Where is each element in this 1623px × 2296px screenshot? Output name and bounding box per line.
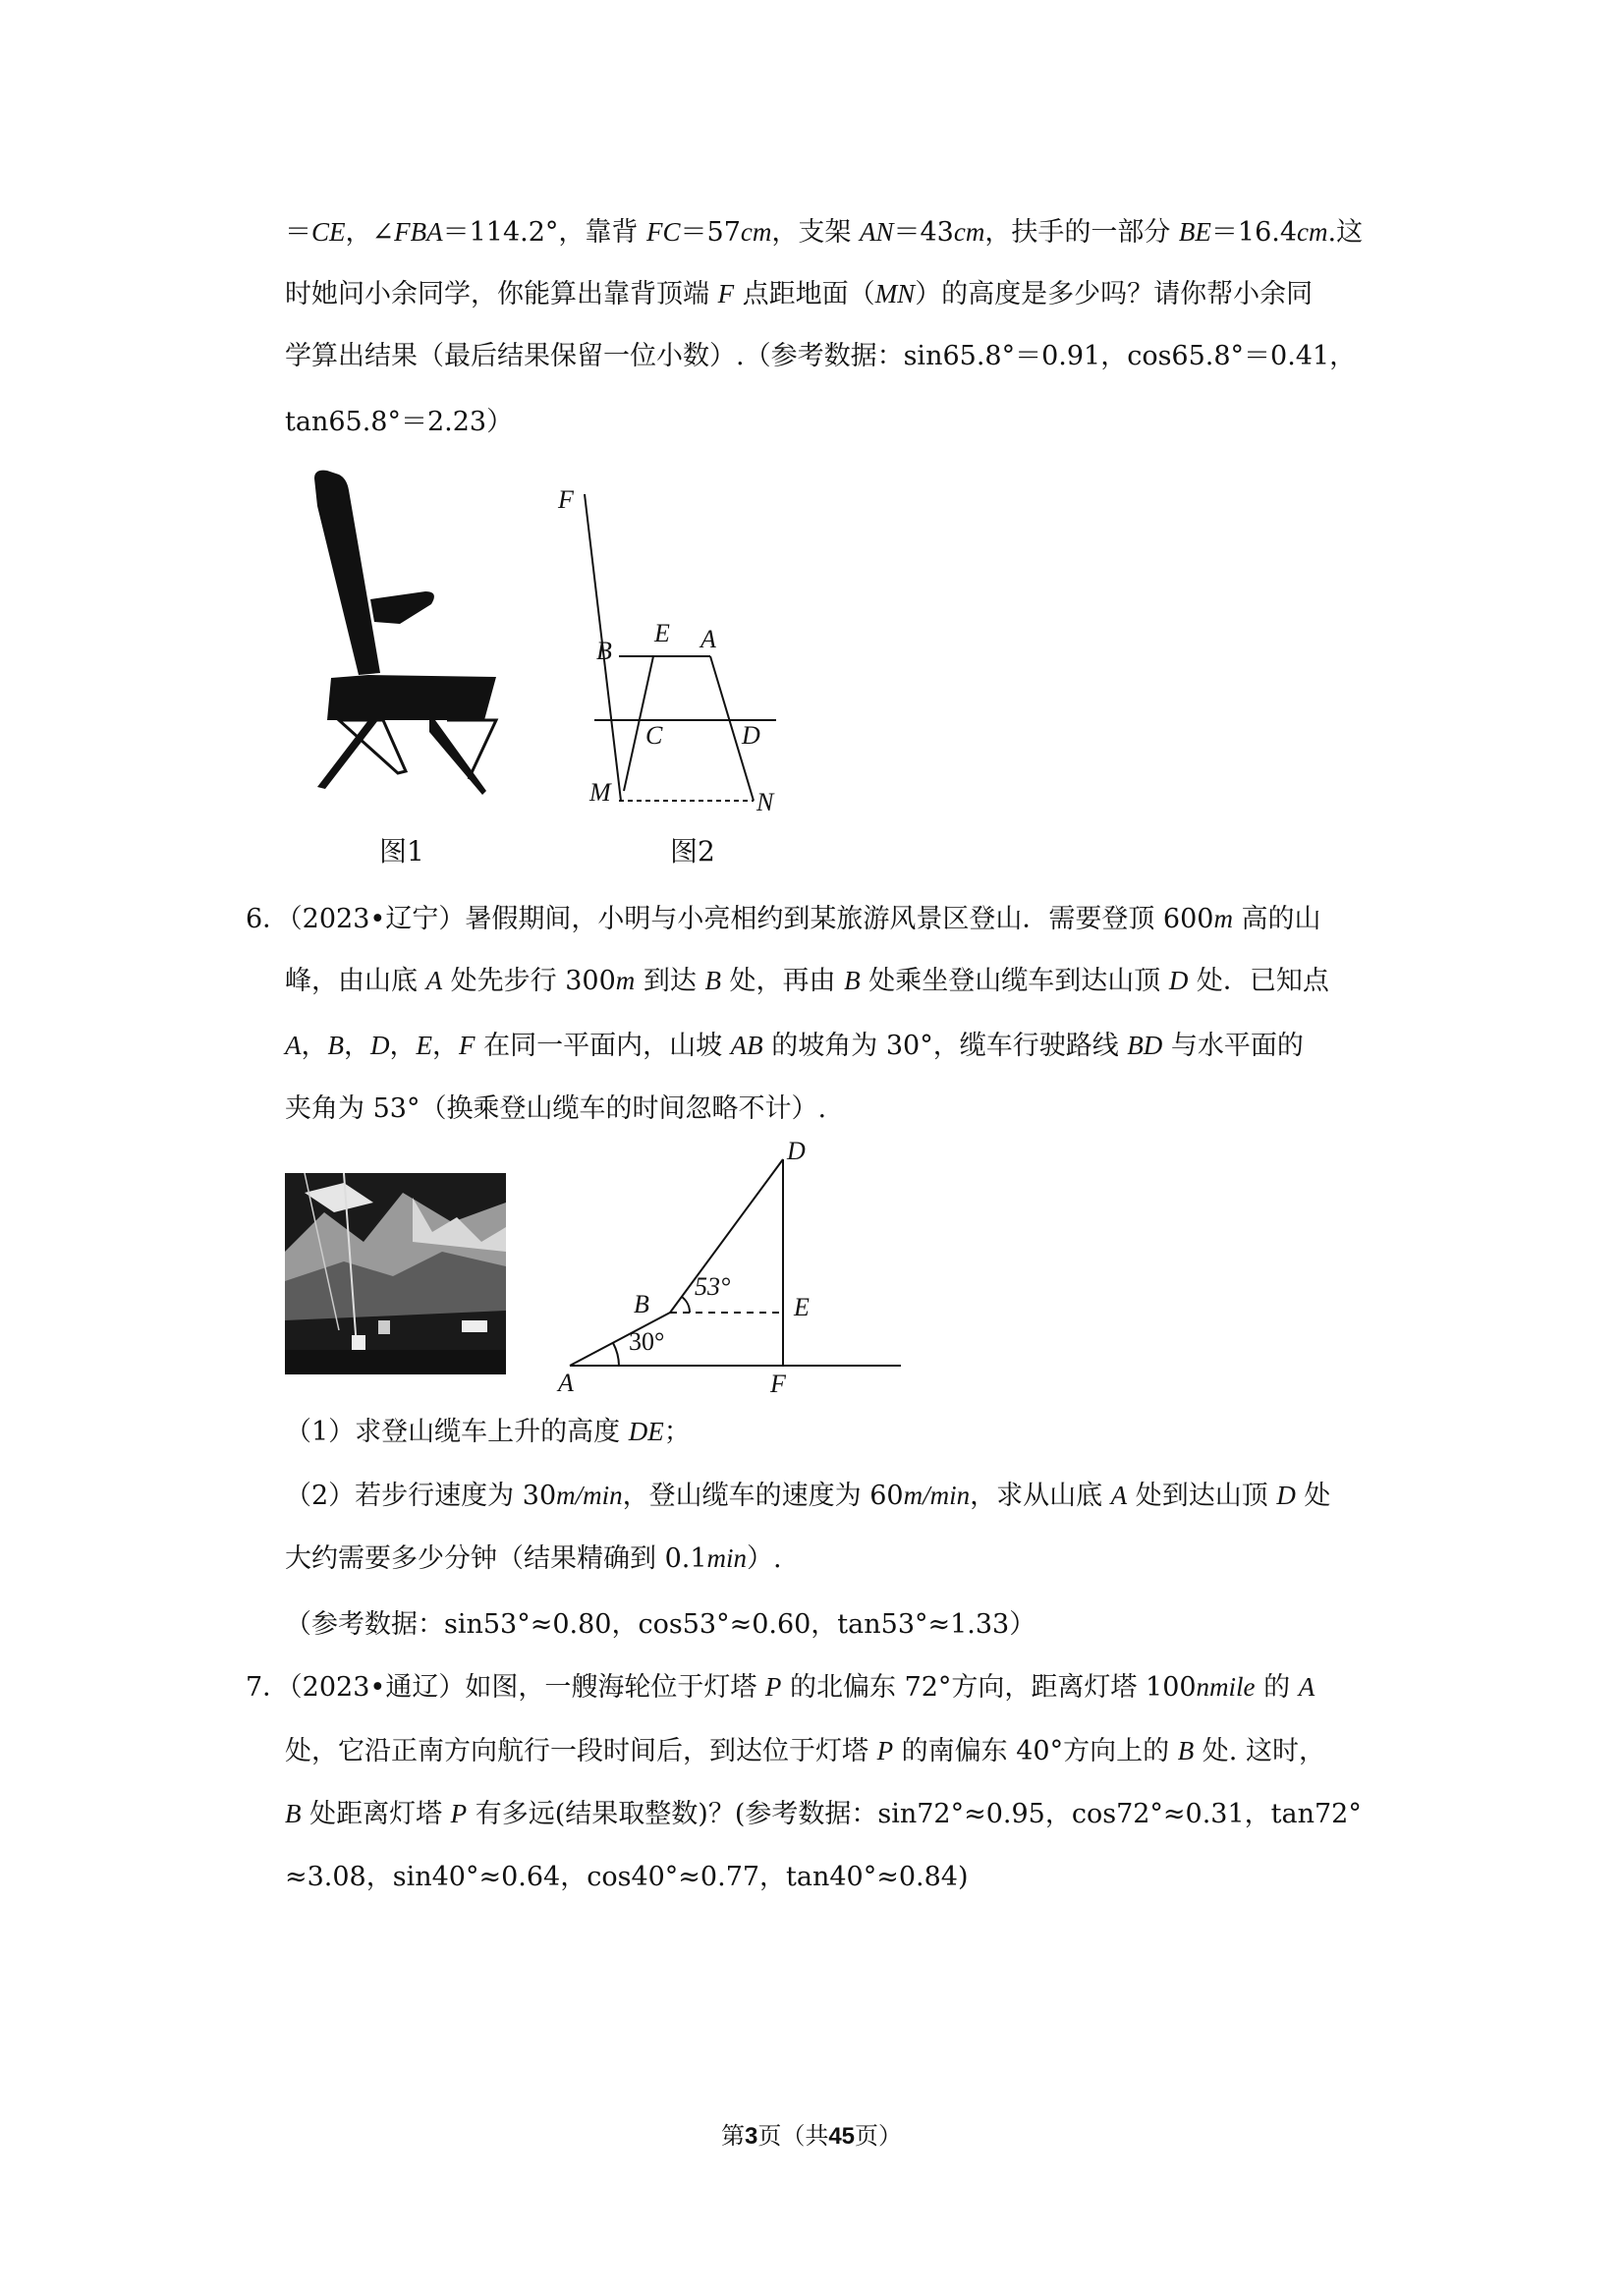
text-segment: ≈3.08，sin40°≈0.64，cos40°≈0.77，tan40°≈0.84): [285, 1862, 969, 1892]
math-variable: min: [706, 1543, 748, 1573]
q7-line-4: [285, 1860, 969, 1895]
text-segment: 的北偏东 72°方向，距离灯塔 100: [781, 1672, 1197, 1703]
math-variable: MN: [874, 279, 916, 308]
footer-suffix: 页）: [855, 2122, 903, 2150]
text-segment: ，∠: [345, 217, 395, 248]
math-variable: cm: [953, 217, 985, 247]
math-variable: FBA: [394, 217, 443, 247]
mountain-cable-figure: [550, 1140, 904, 1385]
text-segment: ＝: [285, 217, 311, 248]
q5-line-1: [285, 214, 1363, 251]
math-variable: m/min: [556, 1481, 623, 1510]
text-segment: ＝57: [680, 217, 741, 248]
chair-backrest: [314, 471, 380, 675]
math-variable: P: [450, 1799, 468, 1828]
chair-seat: [327, 675, 496, 720]
text-segment: 处，它沿正南方向航行一段时间后，到达位于灯塔: [285, 1736, 877, 1766]
q6-line-3: [285, 1028, 1304, 1064]
math-variable: A: [425, 966, 443, 995]
text-segment: 在同一平面内，山坡: [475, 1031, 731, 1061]
text-segment: 处: [1295, 1481, 1331, 1511]
math-variable: DE: [628, 1417, 664, 1446]
label-F: F: [770, 1370, 786, 1398]
text-segment: 大约需要多少分钟（结果精确到 0.1: [285, 1543, 707, 1574]
text-segment: 与水平面的: [1162, 1031, 1304, 1061]
text-segment: 处．已知点: [1188, 966, 1329, 996]
math-variable: CE: [311, 217, 346, 247]
text-segment: ；: [663, 1417, 691, 1447]
math-variable: F: [459, 1031, 476, 1060]
angle-arc-53: [682, 1297, 690, 1313]
label-F: F: [558, 485, 574, 514]
figure-2-caption: 图2: [670, 835, 715, 868]
math-variable: FC: [646, 217, 681, 247]
math-variable: cm: [1297, 217, 1328, 247]
chair-geometry-figure: [550, 472, 796, 825]
label-B: B: [596, 637, 612, 665]
math-variable: F: [717, 279, 735, 308]
text-segment: （2）若步行速度为 30: [285, 1481, 557, 1511]
math-variable: BD: [1127, 1031, 1163, 1060]
text-segment: ，: [432, 1031, 459, 1061]
math-variable: cm: [740, 217, 772, 247]
cable-car-photo: [285, 1173, 506, 1374]
label-D: D: [742, 721, 760, 750]
math-variable: B: [704, 966, 721, 995]
q6-reference-data: （参考数据：sin53°≈0.80，cos53°≈0.60，tan53°≈1.33）: [285, 1609, 1036, 1640]
text-segment: 处. 这时，: [1194, 1736, 1325, 1766]
q6-sub2-line-1: [285, 1478, 1330, 1514]
text-segment: 处到达山顶: [1127, 1481, 1277, 1511]
text-segment: ）的高度是多少吗？请你帮小余同: [915, 279, 1314, 309]
q7-line-2: [285, 1733, 1325, 1769]
angle-30-label: 30°: [629, 1327, 665, 1356]
q5-line-3: [285, 339, 1356, 374]
math-variable: nmile: [1196, 1672, 1256, 1702]
page-footer: [0, 2116, 1623, 2151]
math-variable: B: [327, 1031, 344, 1060]
text-segment: ，求从山底: [970, 1481, 1111, 1511]
label-C: C: [645, 721, 663, 750]
text-segment: ，支架: [771, 217, 860, 248]
text-segment: ＝16.4: [1210, 217, 1298, 248]
math-variable: P: [876, 1736, 894, 1765]
text-segment: 的南偏东 40°方向上的: [893, 1736, 1178, 1766]
math-variable: B: [844, 966, 861, 995]
q6-sub1: [285, 1414, 691, 1450]
math-variable: AB: [730, 1031, 763, 1060]
chair-figure: [309, 467, 506, 811]
text-segment: 处乘坐登山缆车到达山顶: [860, 966, 1169, 996]
footer-page-number: 3: [744, 2123, 758, 2150]
label-N: N: [756, 788, 774, 816]
text-segment: 时她问小余同学，你能算出靠背顶端: [285, 279, 718, 309]
chair-armrest: [370, 591, 434, 624]
text-segment: .这: [1327, 217, 1364, 248]
text-segment: ）.: [747, 1543, 782, 1574]
text-segment: ，: [389, 1031, 417, 1061]
text-segment: 夹角为 53°（换乘登山缆车的时间忽略不计）.: [285, 1093, 827, 1124]
math-variable: E: [416, 1031, 432, 1060]
q6-line-2: [285, 963, 1329, 999]
text-segment: （1）求登山缆车上升的高度: [285, 1417, 629, 1447]
label-A: A: [700, 625, 716, 653]
text-segment: 6．（2023•辽宁）暑假期间，小明与小亮相约到某旅游风景区登山．需要登顶 600: [246, 904, 1214, 934]
label-E: E: [794, 1293, 810, 1321]
math-variable: B: [1177, 1736, 1195, 1765]
text-segment: 处，再由: [720, 966, 845, 996]
math-variable: BE: [1178, 217, 1211, 247]
label-A: A: [558, 1369, 574, 1397]
text-segment: 7．（2023•通辽）如图，一艘海轮位于灯塔: [246, 1672, 765, 1703]
math-variable: D: [370, 1031, 390, 1060]
label-D: D: [787, 1137, 806, 1165]
q7-line-3: [285, 1796, 1362, 1832]
footer-prefix: 第: [720, 2122, 745, 2150]
q7-line-1: [246, 1669, 1315, 1706]
text-segment: 处先步行 300: [442, 966, 616, 996]
text-segment: 峰，由山底: [285, 966, 426, 996]
q5-line-4: [285, 405, 513, 440]
footer-mid: 页（共: [757, 2122, 829, 2150]
math-variable: P: [764, 1672, 782, 1702]
figure-1-caption: 图1: [379, 835, 424, 868]
text-segment: 学算出结果（最后结果保留一位小数）.（参考数据：sin65.8°＝0.91，cos65.8°＝0.41，: [285, 341, 1357, 371]
math-variable: AN: [859, 217, 894, 247]
math-variable: D: [1276, 1481, 1296, 1510]
text-segment: ＝114.2°，靠背: [442, 217, 647, 248]
text-segment: 处距离灯塔: [301, 1799, 451, 1829]
footer-total-pages: 45: [828, 2123, 856, 2150]
text-segment: 到达: [635, 966, 705, 996]
text-segment: 有多远(结果取整数)？(参考数据：sin72°≈0.95，cos72°≈0.31，tan72°: [467, 1799, 1362, 1829]
label-B: B: [634, 1290, 649, 1318]
angle-53-label: 53°: [695, 1272, 731, 1301]
text-segment: tan65.8°＝2.23）: [285, 407, 514, 437]
label-M: M: [589, 778, 611, 807]
math-variable: A: [1110, 1481, 1128, 1510]
text-segment: 点距地面（: [734, 279, 875, 309]
text-segment: ，扶手的一部分: [984, 217, 1179, 248]
chair-back-leg: [317, 720, 378, 789]
q6-sub2-line-2: [285, 1540, 782, 1577]
text-segment: 的坡角为 30°，缆车行驶路线: [762, 1031, 1128, 1061]
math-variable: B: [285, 1799, 302, 1828]
text-segment: ＝43: [893, 217, 954, 248]
text-segment: ，: [301, 1031, 328, 1061]
text-segment: ，: [344, 1031, 370, 1061]
label-E: E: [654, 619, 670, 647]
q6-line-4: [285, 1092, 826, 1127]
angle-arc-30: [613, 1343, 619, 1366]
text-segment: ，登山缆车的速度为 60: [622, 1481, 904, 1511]
math-variable: D: [1168, 966, 1189, 995]
math-variable: m: [615, 966, 636, 995]
math-variable: A: [1298, 1672, 1315, 1702]
math-variable: A: [285, 1031, 302, 1060]
text-segment: 高的山: [1232, 904, 1321, 934]
text-segment: 的: [1255, 1672, 1299, 1703]
q5-line-2: [285, 276, 1313, 312]
math-variable: m/min: [903, 1481, 971, 1510]
math-variable: m: [1213, 904, 1233, 933]
q6-line-1: [246, 901, 1321, 937]
